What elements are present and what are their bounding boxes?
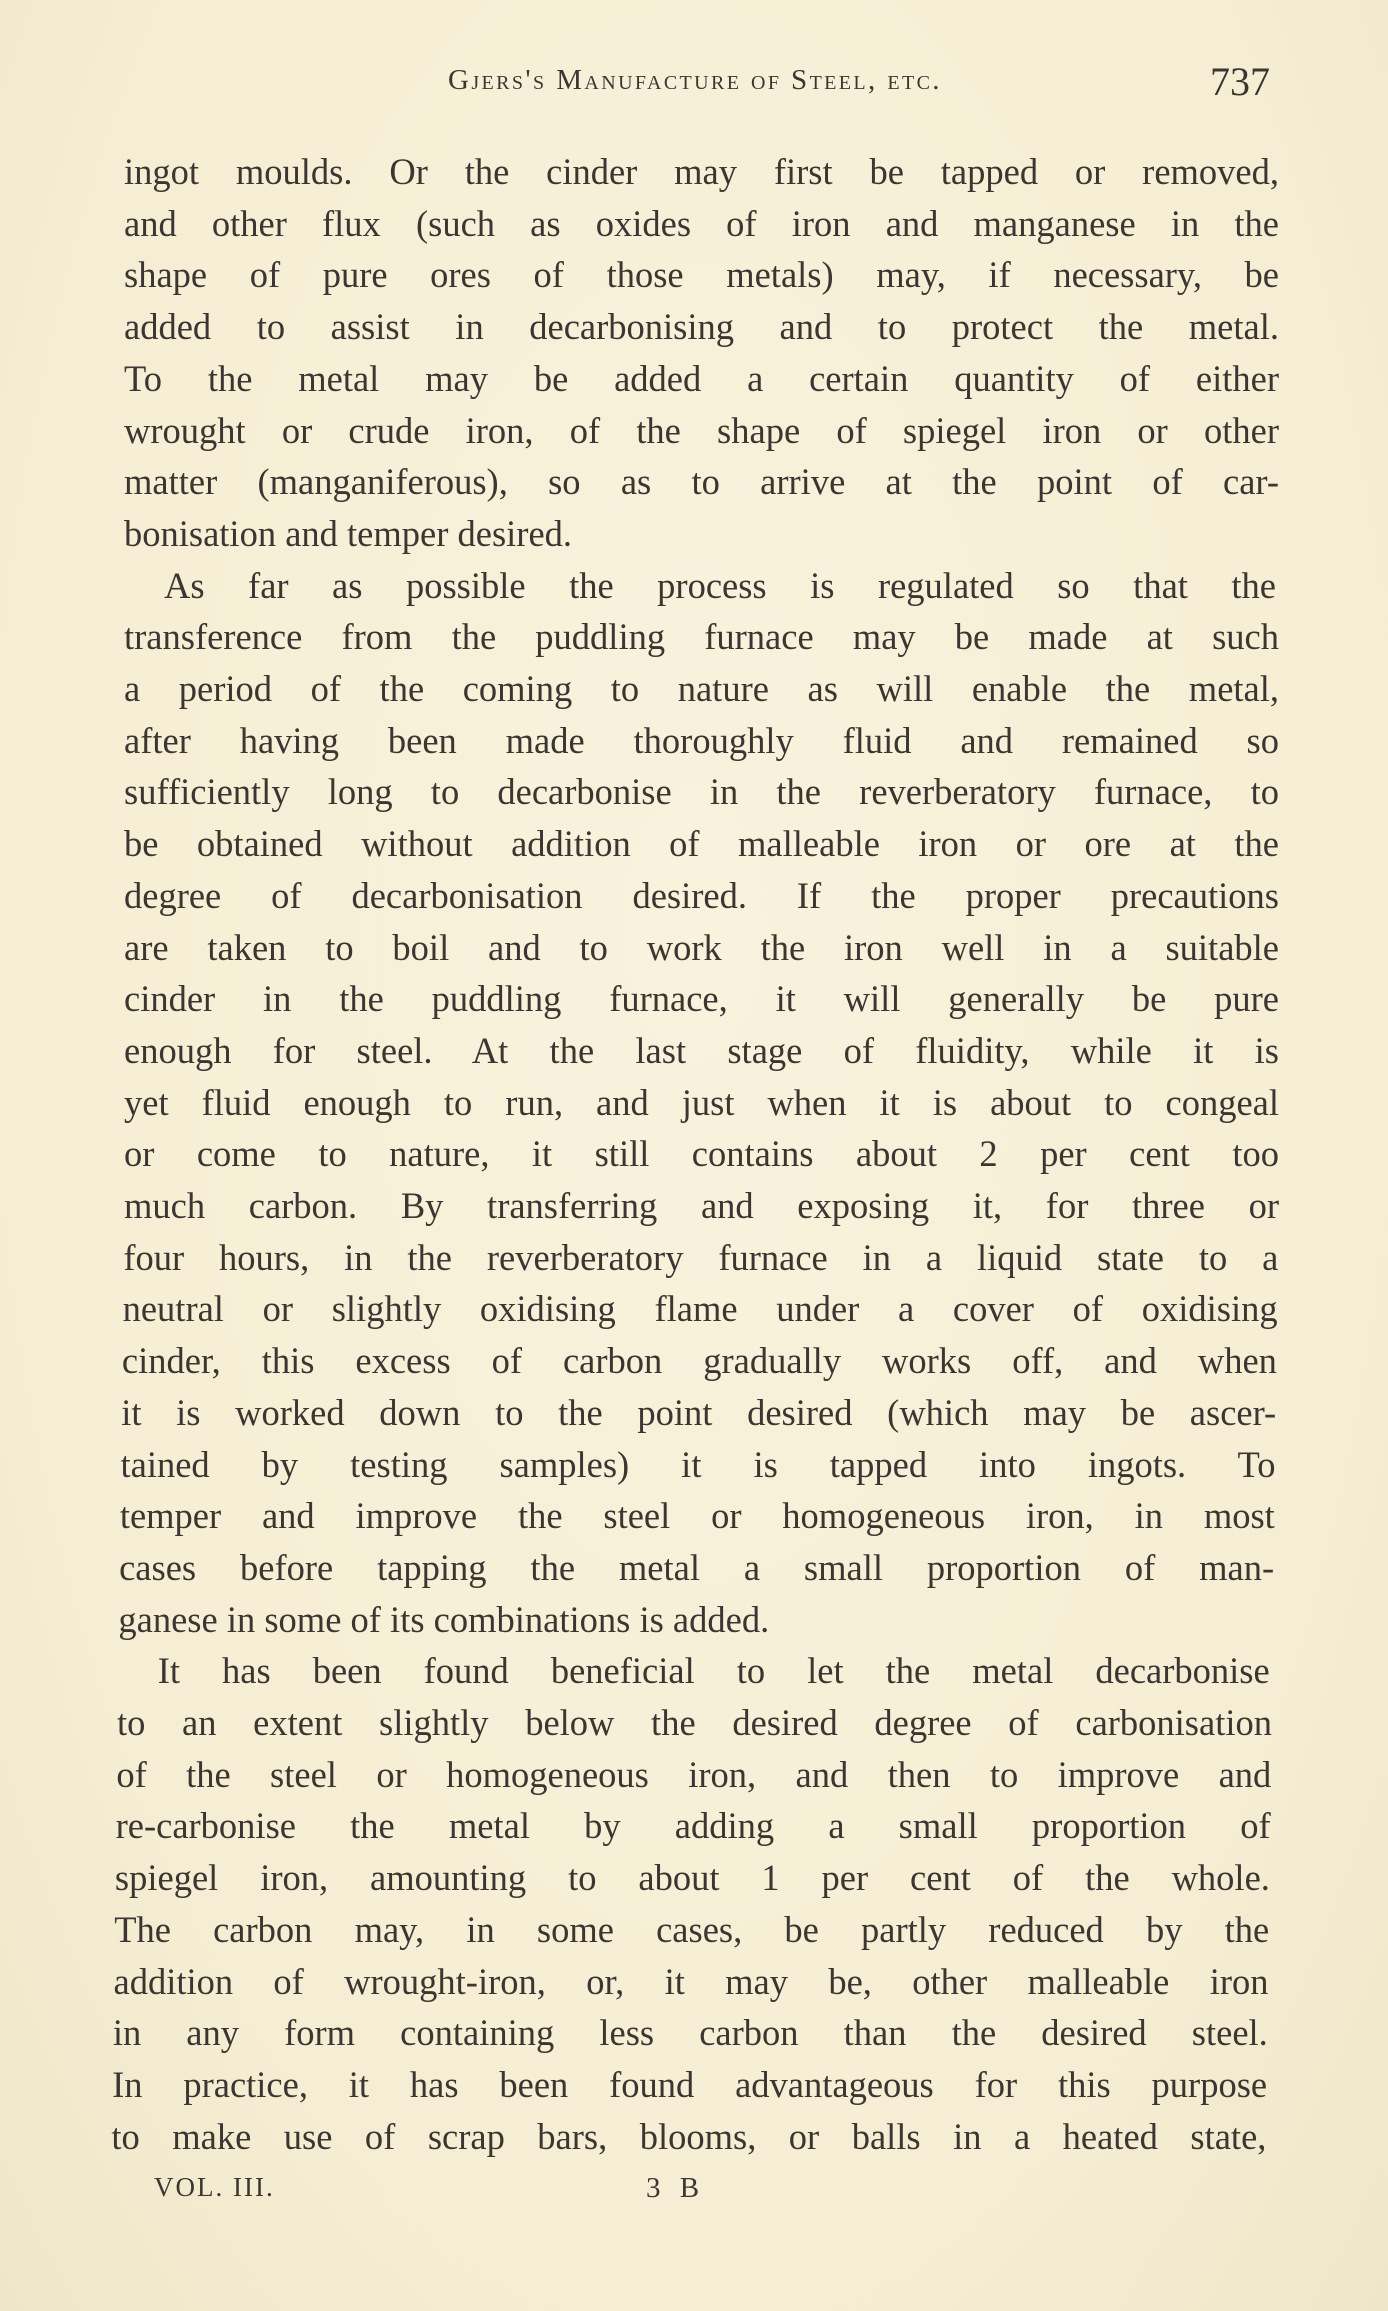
text-line: to make use of scrap bars, blooms, or balls in a heated state, xyxy=(111,2115,1267,2157)
text-line: tained by testing samples) it is tapped into ingots. To xyxy=(120,1443,1276,1485)
running-head: Gjers's Manufacture of Steel, etc. xyxy=(448,64,942,96)
text-line: cinder in the puddling furnace, it will generally be pure xyxy=(124,978,1279,1020)
text-line: neutral or slightly oxidising flame under a cover of oxidising xyxy=(122,1288,1278,1330)
text-line: ingot moulds. Or the cinder may first be tapped or removed, xyxy=(124,151,1279,192)
text-line: degree of decarbonisation desired. If the proper precautions xyxy=(124,874,1279,916)
text-line: wrought or crude iron, of the shape of spiegel iron or other xyxy=(124,409,1279,451)
text-line: four hours, in the reverberatory furnace in a liquid state to a xyxy=(123,1236,1279,1278)
text-line: It has been found beneficial to let the metal decarbonise xyxy=(157,1650,1270,1692)
text-line: or come to nature, it still contains about 2 per cent too xyxy=(124,1133,1279,1175)
text-line: to an extent slightly below the desired degree of carbonisation xyxy=(117,1702,1272,1743)
text-line: shape of pure ores of those metals) may, if necessary, be xyxy=(124,254,1279,296)
text-line: and other flux (such as oxides of iron and manganese in the xyxy=(124,202,1279,244)
text-line: To the metal may be added a certain quantity of either xyxy=(124,357,1279,399)
text-line: sufficiently long to decarbonise in the reverberatory furnace, to xyxy=(124,771,1279,813)
footer-volume: VOL. III. xyxy=(154,2172,275,2202)
text-line: As far as possible the process is regulated so that the xyxy=(164,564,1276,606)
text-line: bonisation and temper desired. xyxy=(124,512,573,554)
text-line: in any form containing less carbon than the desired steel. xyxy=(112,2012,1268,2054)
text-line: added to assist in decarbonising and to protect the metal. xyxy=(124,306,1279,348)
text-line: it is worked down to the point desired (which may be ascer- xyxy=(121,1391,1277,1433)
text-line: matter (manganiferous), so as to arrive at the point of car- xyxy=(124,461,1279,503)
text-line: yet fluid enough to run, and just when it is about to congeal xyxy=(124,1081,1279,1123)
text-line: In practice, it has been found advantageous for this purpose xyxy=(112,2063,1268,2105)
text-line: cinder, this excess of carbon gradually works off, and when xyxy=(121,1340,1277,1382)
text-line: The carbon may, in some cases, be partly reduced by the xyxy=(114,1908,1270,1950)
text-line: much carbon. By transferring and exposing it, for three or xyxy=(124,1185,1279,1226)
footer-signature-mark: 3 B xyxy=(646,2172,706,2204)
text-line: enough for steel. At the last stage of fluidity, while it is xyxy=(124,1029,1279,1071)
text-line: of the steel or homogeneous iron, and then to improve and xyxy=(116,1753,1272,1795)
text-line: be obtained without addition of malleable iron or ore at the xyxy=(124,823,1279,865)
text-line: transference from the puddling furnace may be made at such xyxy=(124,616,1279,658)
text-line: ganese in some of its combinations is added. xyxy=(118,1598,770,1640)
text-line: temper and improve the steel or homogeneous iron, in most xyxy=(119,1495,1275,1537)
text-line: are taken to boil and to work the iron well in a suitable xyxy=(124,926,1279,968)
text-line: after having been made thoroughly fluid and remained so xyxy=(124,719,1279,761)
text-line: cases before tapping the metal a small proportion of man- xyxy=(119,1546,1275,1588)
text-line: spiegel iron, amounting to about 1 per cent of the whole. xyxy=(114,1857,1270,1899)
text-line: addition of wrought-iron, or, it may be, other malleable iron xyxy=(113,1960,1269,2002)
text-line: re-carbonise the metal by adding a small proportion of xyxy=(115,1805,1271,1847)
text-line: a period of the coming to nature as will enable the metal, xyxy=(124,668,1279,709)
page-number: 737 xyxy=(1210,59,1270,104)
